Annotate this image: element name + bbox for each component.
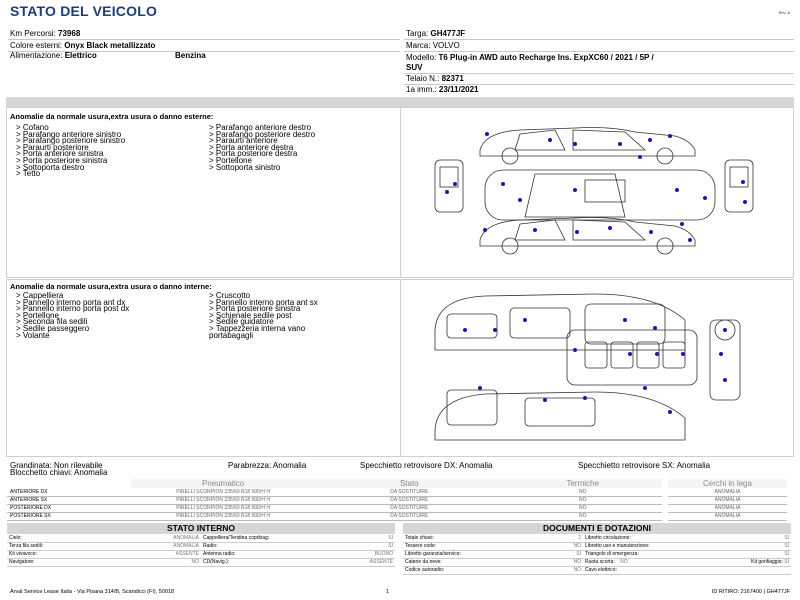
field-label: Codice autoradio: xyxy=(403,566,508,574)
field-value: NO xyxy=(97,558,201,566)
table-row xyxy=(7,488,787,496)
list-item: > Pannello interno porta ant sx xyxy=(209,297,318,307)
field-label: Tessere code: xyxy=(403,542,508,550)
plate-value: GH477JF xyxy=(430,29,466,38)
column-header: Cerchi in lega xyxy=(668,479,787,488)
field-label xyxy=(583,558,683,566)
footer-address: Arval Service Lease Italia - Via Pisana 314/B, Scandicci (FI), 50018 xyxy=(10,589,175,595)
list-item: > Parafango anteriore sinistro xyxy=(16,129,122,139)
list-item: > Cappelliera xyxy=(16,291,64,300)
field-value: NO xyxy=(508,558,583,566)
field-value: SI xyxy=(784,559,789,565)
model-value: T6 Plug-in AWD auto Recharge Ins. ExpXC60 / 2021 / 5P / xyxy=(438,53,654,62)
table-row xyxy=(7,558,395,566)
registration-value: 23/11/2021 xyxy=(438,85,479,94)
tyre-position: POSTERIORE SX xyxy=(7,512,131,520)
list-item: > Porta posteriore destra xyxy=(209,149,298,159)
field-label: Catene da neve: xyxy=(403,558,508,566)
internal-damage-list-right xyxy=(209,293,318,339)
model-value-2: SUV xyxy=(406,63,423,72)
list-item: > Sottoporta sinistro xyxy=(209,162,281,172)
tyre-position: ANTERIORE SX xyxy=(7,496,131,504)
internal-state-table xyxy=(7,534,395,567)
external-damage-list-left xyxy=(16,125,125,178)
list-item: > Parafango posteriore sinistro xyxy=(16,136,126,146)
field-label: Cielo: xyxy=(7,534,97,542)
column-header: Stato xyxy=(315,479,503,488)
documents-title: DOCUMENTI E DOTAZIONI xyxy=(403,523,791,534)
field-value: SI xyxy=(311,542,395,550)
list-item: > Volante xyxy=(16,330,50,340)
field-label: CD(Navig.): xyxy=(201,558,311,566)
list-item: > Sedile passeggero xyxy=(16,323,90,333)
list-item: > Paraurti posteriore xyxy=(16,142,89,152)
tyre-state: DA SOSTITUIRE xyxy=(315,512,503,520)
table-row xyxy=(7,504,787,512)
table-row xyxy=(7,534,395,542)
page-title: STATO DEL VEICOLO xyxy=(10,3,158,19)
field-label: Terza fila sedili: xyxy=(7,542,97,550)
table-row xyxy=(403,542,791,550)
km-label: Km Percorsi: xyxy=(10,29,56,38)
table-row xyxy=(7,512,787,520)
km-value: 73968 xyxy=(58,29,81,38)
table-header xyxy=(7,479,787,488)
chassis-value: 82371 xyxy=(441,74,464,83)
list-item: > Sedile guidatore xyxy=(209,317,274,327)
internal-car-diagram xyxy=(425,290,780,452)
list-item: > Schienale sedile post xyxy=(209,310,292,320)
rim-state: ANOMALIA xyxy=(668,488,787,496)
column-header: Pneumatico xyxy=(131,479,315,488)
divider xyxy=(400,279,401,457)
fuel-label: Alimentazione: xyxy=(10,51,63,60)
fuel-value-2: Benzina xyxy=(175,51,206,60)
list-item: > Porta posteriore sinistra xyxy=(209,304,301,314)
rim-state: ANOMALIA xyxy=(668,504,787,512)
fuel-row xyxy=(10,50,97,61)
list-item: > Porta posteriore sinistra xyxy=(16,155,108,165)
field-value: SI xyxy=(683,542,791,550)
table-row xyxy=(403,566,791,574)
field-value: SI xyxy=(508,550,583,558)
tyre-thermal: NO xyxy=(503,488,662,496)
tyre-model: PIRELLI SCORPION 235/60 R18 000/H H xyxy=(131,504,315,512)
external-car-diagram xyxy=(425,122,780,272)
field-value: NO xyxy=(508,566,583,574)
mirror-dx-status: Specchietto retrovisore DX: Anomalia xyxy=(360,461,493,470)
tyre-position: POSTERIORE DX xyxy=(7,504,131,512)
list-item: > Pannello interno porta ant dx xyxy=(16,297,126,307)
field-label: Ruota scorta: xyxy=(585,559,615,565)
tyre-model: PIRELLI SCORPION 235/60 R18 000/H H xyxy=(131,512,315,520)
field-label: Cavo elettrico: xyxy=(583,566,683,574)
list-item: > Tetto xyxy=(16,169,41,179)
model-row xyxy=(406,52,654,63)
table-row xyxy=(403,534,791,542)
table-row xyxy=(403,550,791,558)
table-row xyxy=(7,496,787,504)
list-item: > Parafango posteriore destro xyxy=(209,129,316,139)
column-header: Termiche xyxy=(503,479,662,488)
list-item: > Parafango anteriore destro xyxy=(209,123,312,132)
field-value: SI xyxy=(683,534,791,542)
list-item: > Sottoporta destro xyxy=(16,162,85,172)
field-value: ASSENTE xyxy=(97,550,201,558)
field-value: BUONO xyxy=(311,550,395,558)
internal-state-title: STATO INTERNO xyxy=(7,523,395,534)
field-value: NO xyxy=(508,542,583,550)
field-value: SI xyxy=(311,534,395,542)
external-damage-title: Anomalie da normale usura,extra usura o danno esterne: xyxy=(10,112,214,121)
list-item: portabagagli xyxy=(209,330,254,340)
brand-value: VOLVO xyxy=(432,41,460,50)
list-item: > Porta anteriore sinistra xyxy=(16,149,104,159)
key-lock-status: Blocchetto chiavi: Anomalia xyxy=(10,468,108,477)
field-label: Kit gonfiaggio: xyxy=(751,559,783,565)
chassis-label: Telaio N.: xyxy=(406,74,440,83)
field-label: Radio: xyxy=(201,542,311,550)
tyres-table xyxy=(7,479,787,521)
tyre-state: DA SOSTITUIRE xyxy=(315,488,503,496)
color-label: Colore esterni: xyxy=(10,41,63,50)
tyre-thermal: NO xyxy=(503,512,662,520)
fuel-value-1: Elettrico xyxy=(64,51,97,60)
brand-label: Marca: xyxy=(406,41,431,50)
table-row xyxy=(7,542,395,550)
tyre-model: PIRELLI SCORPION 235/60 R18 000/H H xyxy=(131,488,315,496)
brand-row xyxy=(406,40,460,51)
section-bar xyxy=(6,97,794,107)
field-value: SI xyxy=(683,550,791,558)
tyre-thermal: NO xyxy=(503,496,662,504)
field-value: ASSENTE xyxy=(311,558,395,566)
registration-row xyxy=(406,84,479,95)
plate-label: Targa: xyxy=(406,29,429,38)
field-value xyxy=(683,566,791,574)
plate-row xyxy=(406,28,465,39)
revision-label: Rev. A xyxy=(778,10,790,15)
footer-id: ID RITIRO: 2167400 | GH477JF xyxy=(711,589,790,595)
page-number: 1 xyxy=(386,589,390,595)
tyre-model: PIRELLI SCORPION 235/60 R18 000/H H xyxy=(131,496,315,504)
tyre-position: ANTERIORE DX xyxy=(7,488,131,496)
list-item: > Cofano xyxy=(16,123,49,132)
tyre-thermal: NO xyxy=(503,504,662,512)
list-item: > Tappezzeria interna vano xyxy=(209,323,306,333)
hail-status: Grandinata: Non rilevabile xyxy=(10,461,103,470)
km-row xyxy=(10,28,80,39)
list-item: > Pannello interno porta post dx xyxy=(16,304,130,314)
field-value: ANOMALIA xyxy=(97,542,201,550)
chassis-row xyxy=(406,73,464,84)
field-value: NO xyxy=(620,559,628,565)
field-label: Navigatore: xyxy=(7,558,97,566)
field-label: Libretto circolazione: xyxy=(583,534,683,542)
documents-table xyxy=(403,534,791,575)
field-label: Libretto garanzia/service: xyxy=(403,550,508,558)
field-label: Triangolo di emergenza: xyxy=(583,550,683,558)
field-label: Kit vivavoce: xyxy=(7,550,97,558)
color-value: Onyx Black metallizzato xyxy=(64,41,156,50)
internal-damage-title: Anomalie da normale usura,extra usura o danno interne: xyxy=(10,282,212,291)
field-label: Antenna radio: xyxy=(201,550,311,558)
model-label: Modello: xyxy=(406,53,437,62)
internal-damage-list-left xyxy=(16,293,129,339)
table-row xyxy=(7,550,395,558)
list-item: > Porta anteriore destra xyxy=(209,142,294,152)
list-item: > Portellone xyxy=(16,310,59,320)
rim-state: ANOMALIA xyxy=(668,496,787,504)
registration-label: 1a imm.: xyxy=(406,85,437,94)
mirror-sx-status: Specchietto retrovisore SX: Anomalia xyxy=(578,461,711,470)
external-damage-list-right xyxy=(209,125,315,171)
list-item: > Cruscotto xyxy=(209,291,251,300)
divider xyxy=(404,39,794,40)
divider xyxy=(400,107,401,278)
windshield-status: Parabrezza: Anomalia xyxy=(228,461,307,470)
field-label: Cappelliera/Tendina copribag: xyxy=(201,534,311,542)
field-value: 2 xyxy=(508,534,583,542)
rim-state: ANOMALIA xyxy=(668,512,787,520)
list-item: > Seconda fila sedili xyxy=(16,317,88,327)
field-label: Libretto uso e manutenzione: xyxy=(583,542,683,550)
table-row xyxy=(403,558,791,566)
tyre-state: DA SOSTITUIRE xyxy=(315,496,503,504)
list-item: > Paraurti anteriore xyxy=(209,136,278,146)
field-pair xyxy=(683,558,791,566)
list-item: > Portellone xyxy=(209,155,252,165)
tyre-state: DA SOSTITUIRE xyxy=(315,504,503,512)
field-label: Totale chiavi: xyxy=(403,534,508,542)
field-value: ANOMALIA xyxy=(97,534,201,542)
